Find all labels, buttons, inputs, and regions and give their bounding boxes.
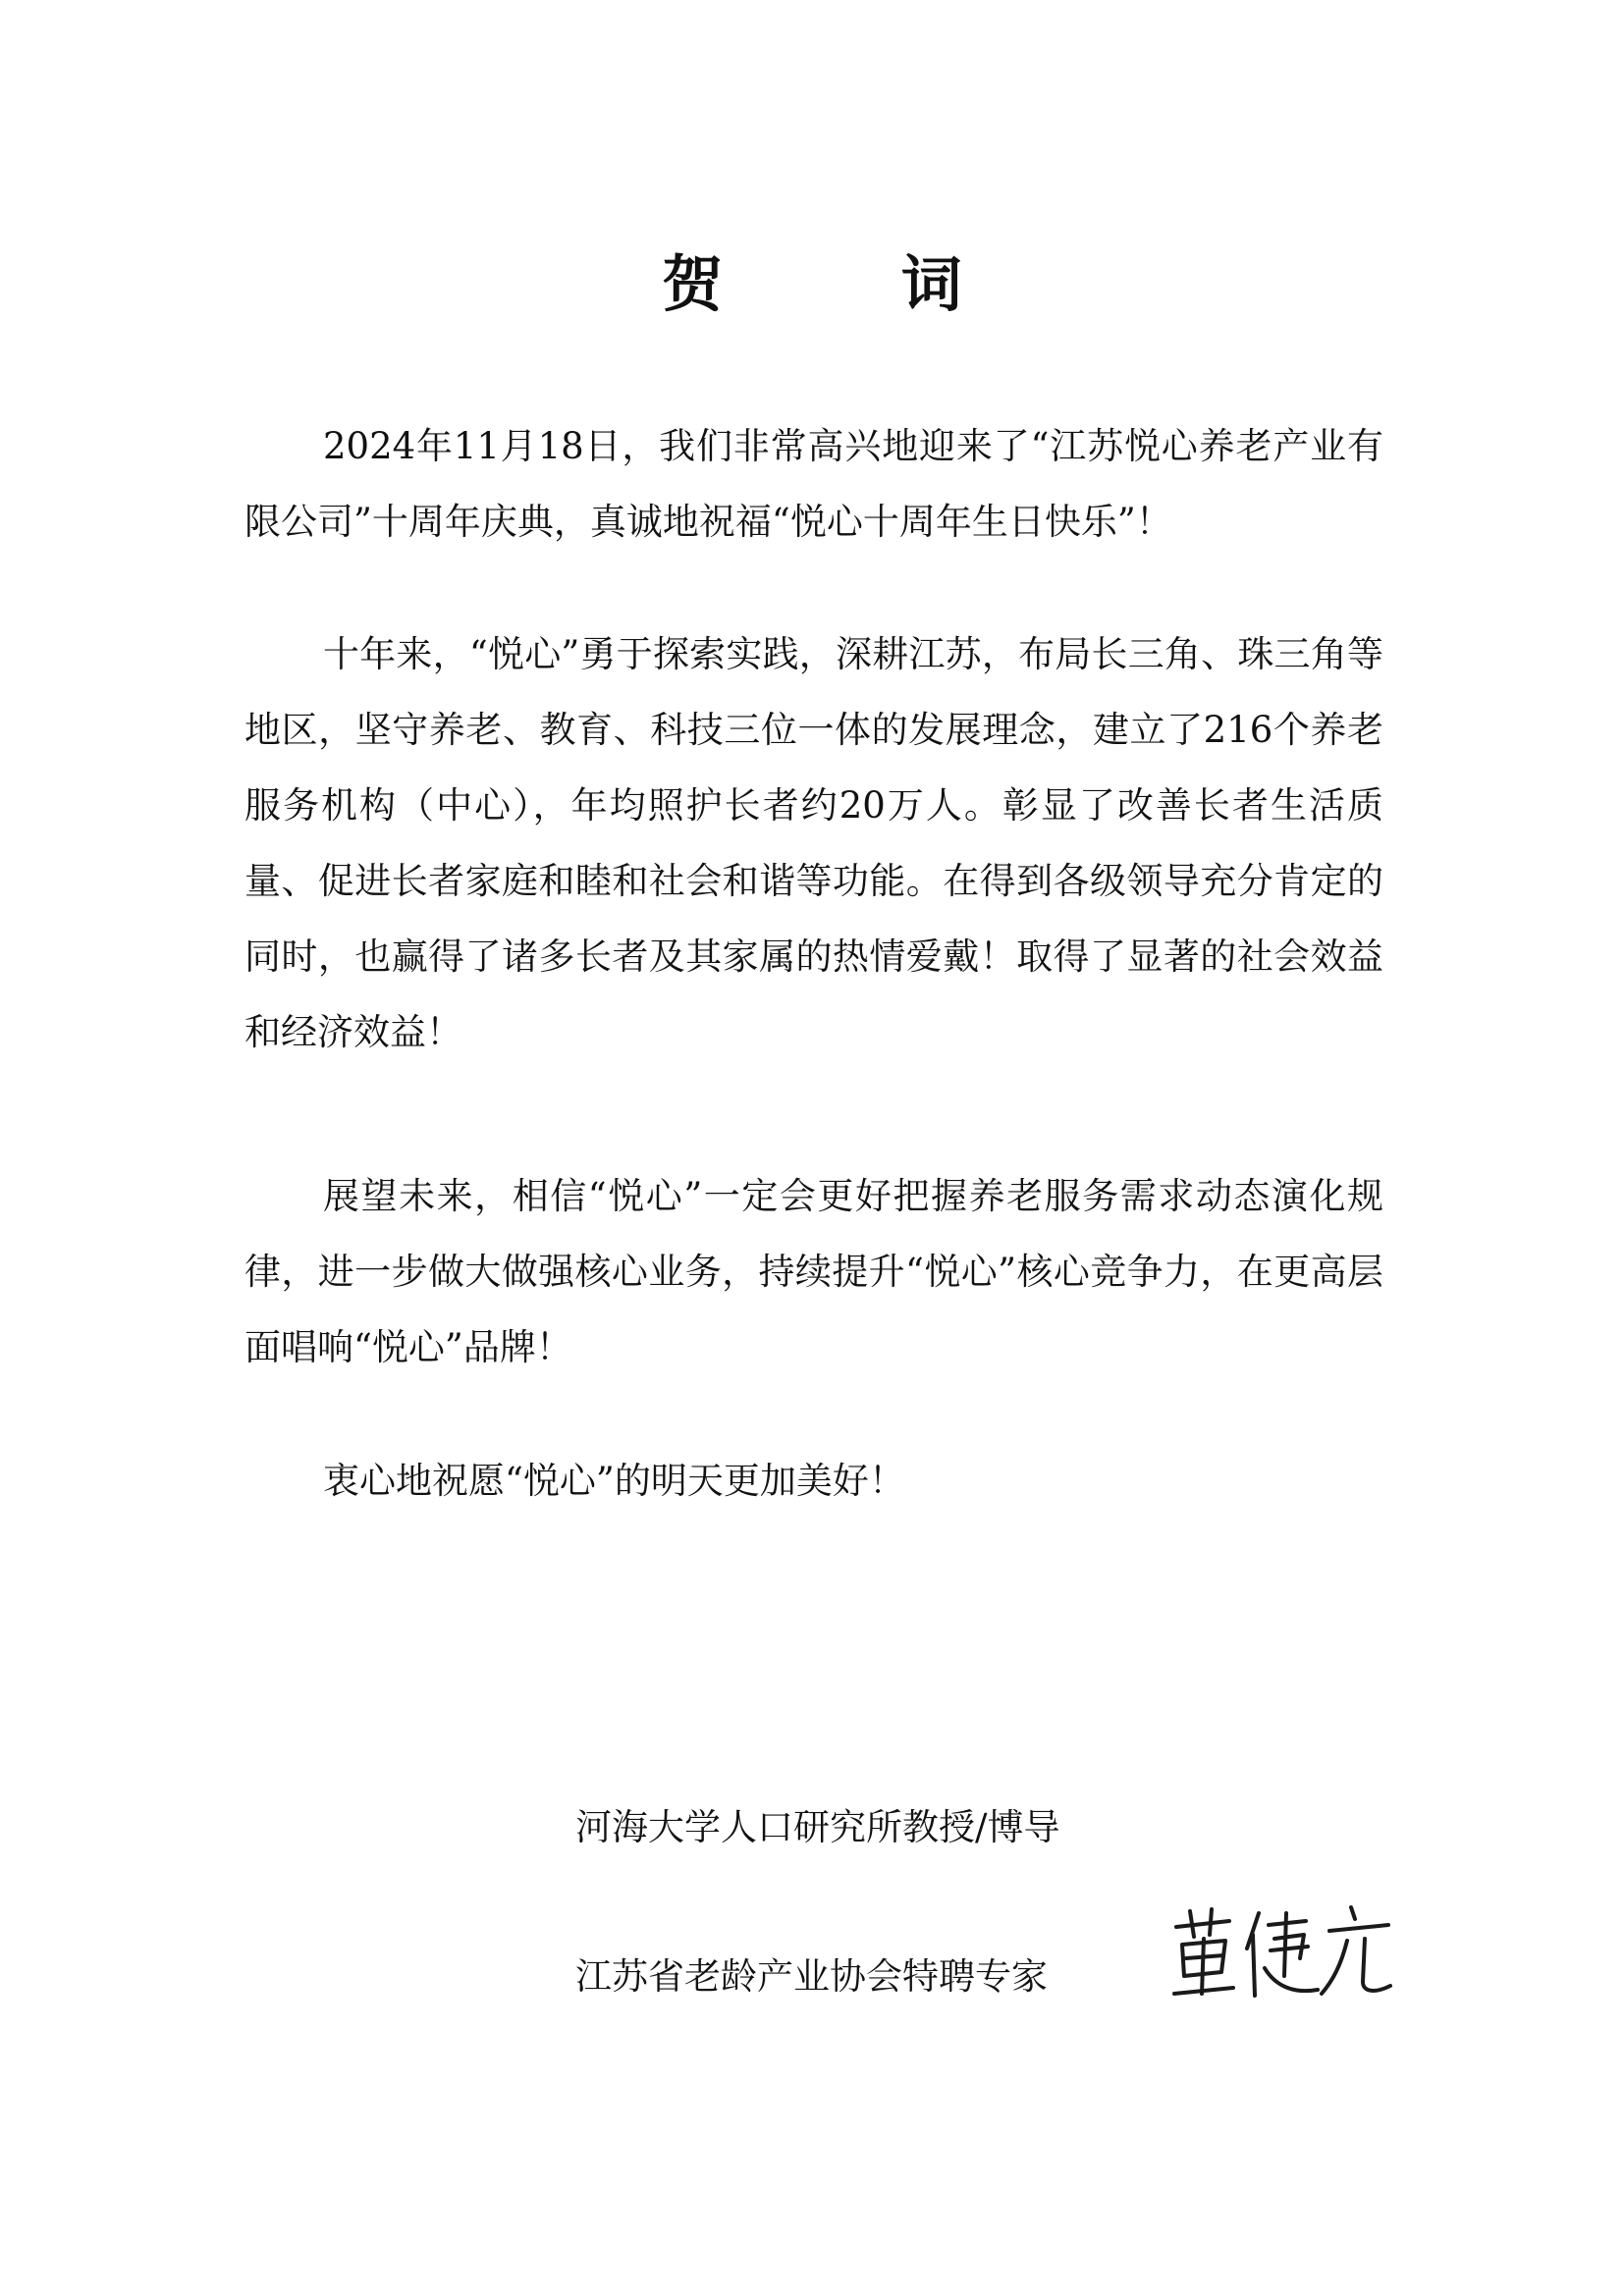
handwritten-signature [1168, 1899, 1394, 2007]
paragraph-1: 2024年11月18日，我们非常高兴地迎来了“江苏悦心养老产业有限公司”十周年庆典，真诚地祝福“悦心十周年生日快乐”！ [244, 425, 1383, 543]
signer-title: 江苏省老龄产业协会特聘专家 [575, 1955, 1048, 1998]
signer-affiliation: 河海大学人口研究所教授/博导 [575, 1806, 1060, 1848]
paragraph-3: 展望未来，相信“悦心”一定会更好把握养老服务需求动态演化规律，进一步做大做强核心业务，持续提升“悦心”核心竞争力，在更高层面唱响“悦心”品牌！ [244, 1175, 1383, 1368]
document-title: 贺 词 [662, 248, 1041, 320]
paragraph-2: 十年来，“悦心”勇于探索实践，深耕江苏，布局长三角、珠三角等地区，坚守养老、教育、科技三位一体的发展理念，建立了216个养老服务机构（中心），年均照护长者约20万人。彰显了改善长者生活质量、促进长者家庭和睦和社会和谐等功能。在得到各级领导充分肯定的同时，也赢得了诸多长者及其家属的热情爱戴！取得了显著的社会效益和经济效益！ [244, 633, 1383, 1053]
paragraph-4: 衷心地祝愿“悦心”的明天更加美好！ [323, 1460, 905, 1502]
